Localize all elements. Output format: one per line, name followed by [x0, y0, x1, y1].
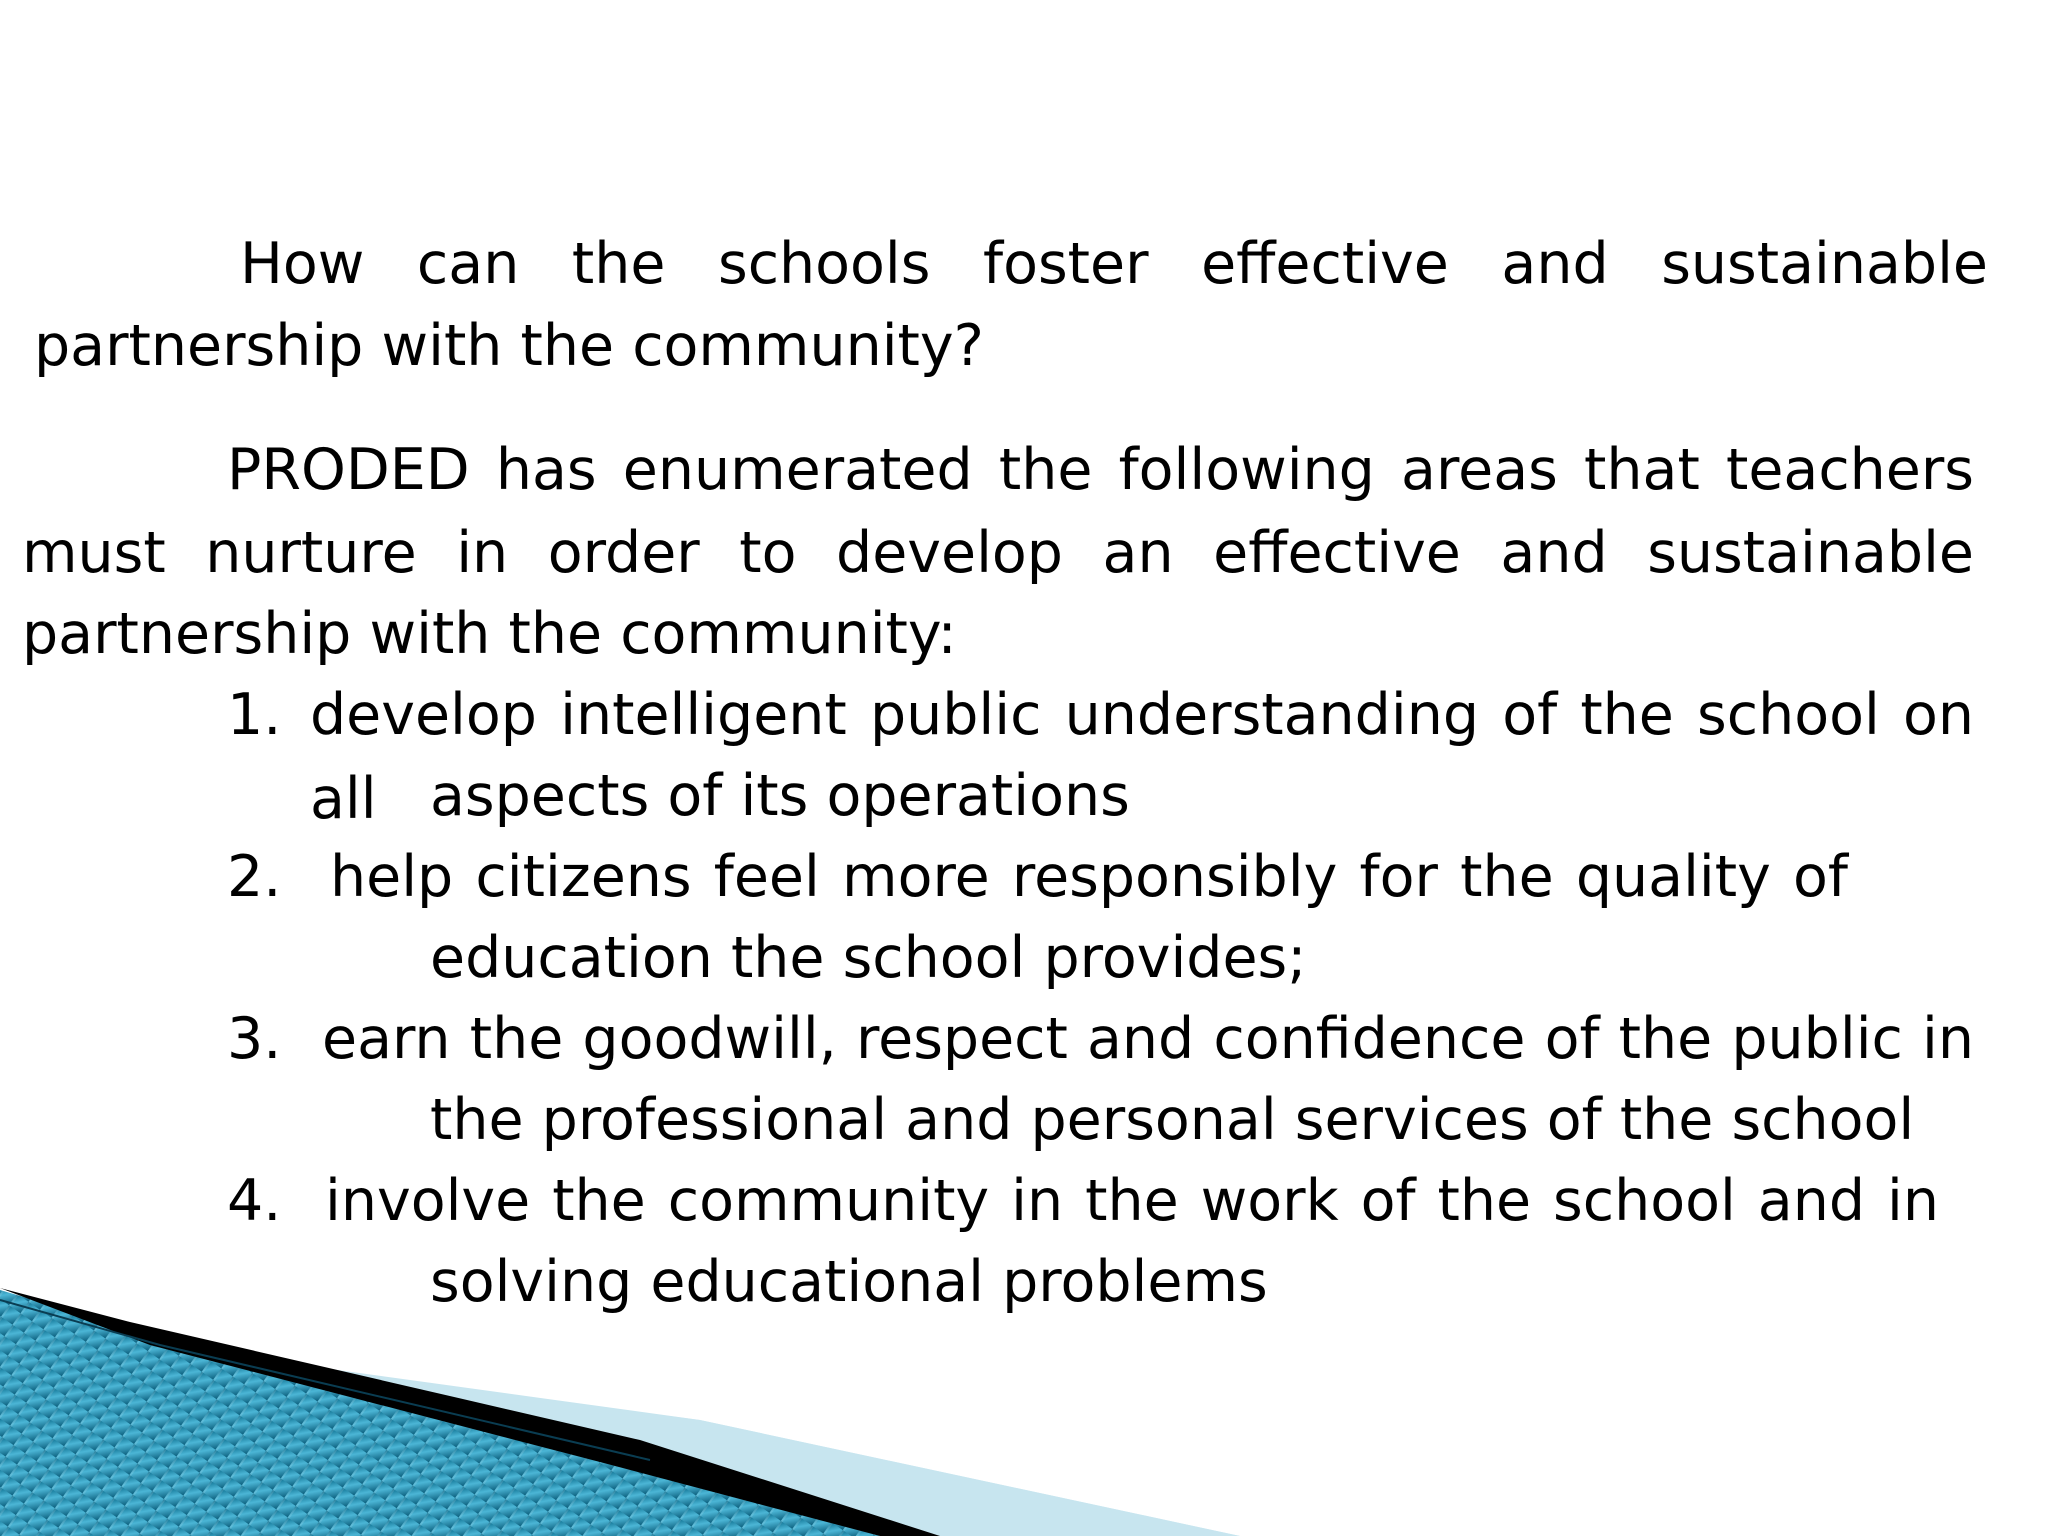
list-item-1-number: 1. — [227, 682, 282, 748]
list-item-3-line-2: the professional and personal services of the school — [430, 1087, 1915, 1153]
list-item-4-number: 4. — [227, 1168, 282, 1234]
list-item-1-line-1: develop intelligent public understanding of the school on all — [310, 682, 1974, 832]
list-item-4-line-2: solving educational problems — [430, 1249, 1268, 1315]
list-item-3-number: 3. — [227, 1006, 282, 1072]
question-line-2: partnership with the community? — [34, 313, 984, 379]
list-item-2-line-2: education the school provides; — [430, 925, 1307, 991]
list-item-1-line-2: aspects of its operations — [430, 763, 1130, 829]
question-line-1: How can the schools foster effective and sustainable — [240, 231, 1988, 297]
list-item-3-line-1: earn the goodwill, respect and confidence of the public in — [322, 1006, 1974, 1072]
intro-line-3: partnership with the community: — [22, 601, 957, 667]
intro-line-1: PRODED has enumerated the following areas that teachers — [227, 437, 1974, 503]
intro-line-2: must nurture in order to develop an effective and sustainable — [22, 520, 1974, 586]
list-item-2-line-1: help citizens feel more responsibly for the quality of — [330, 844, 1848, 910]
list-item-4-line-1: involve the community in the work of the school and in — [325, 1168, 1939, 1234]
list-item-2-number: 2. — [227, 844, 282, 910]
